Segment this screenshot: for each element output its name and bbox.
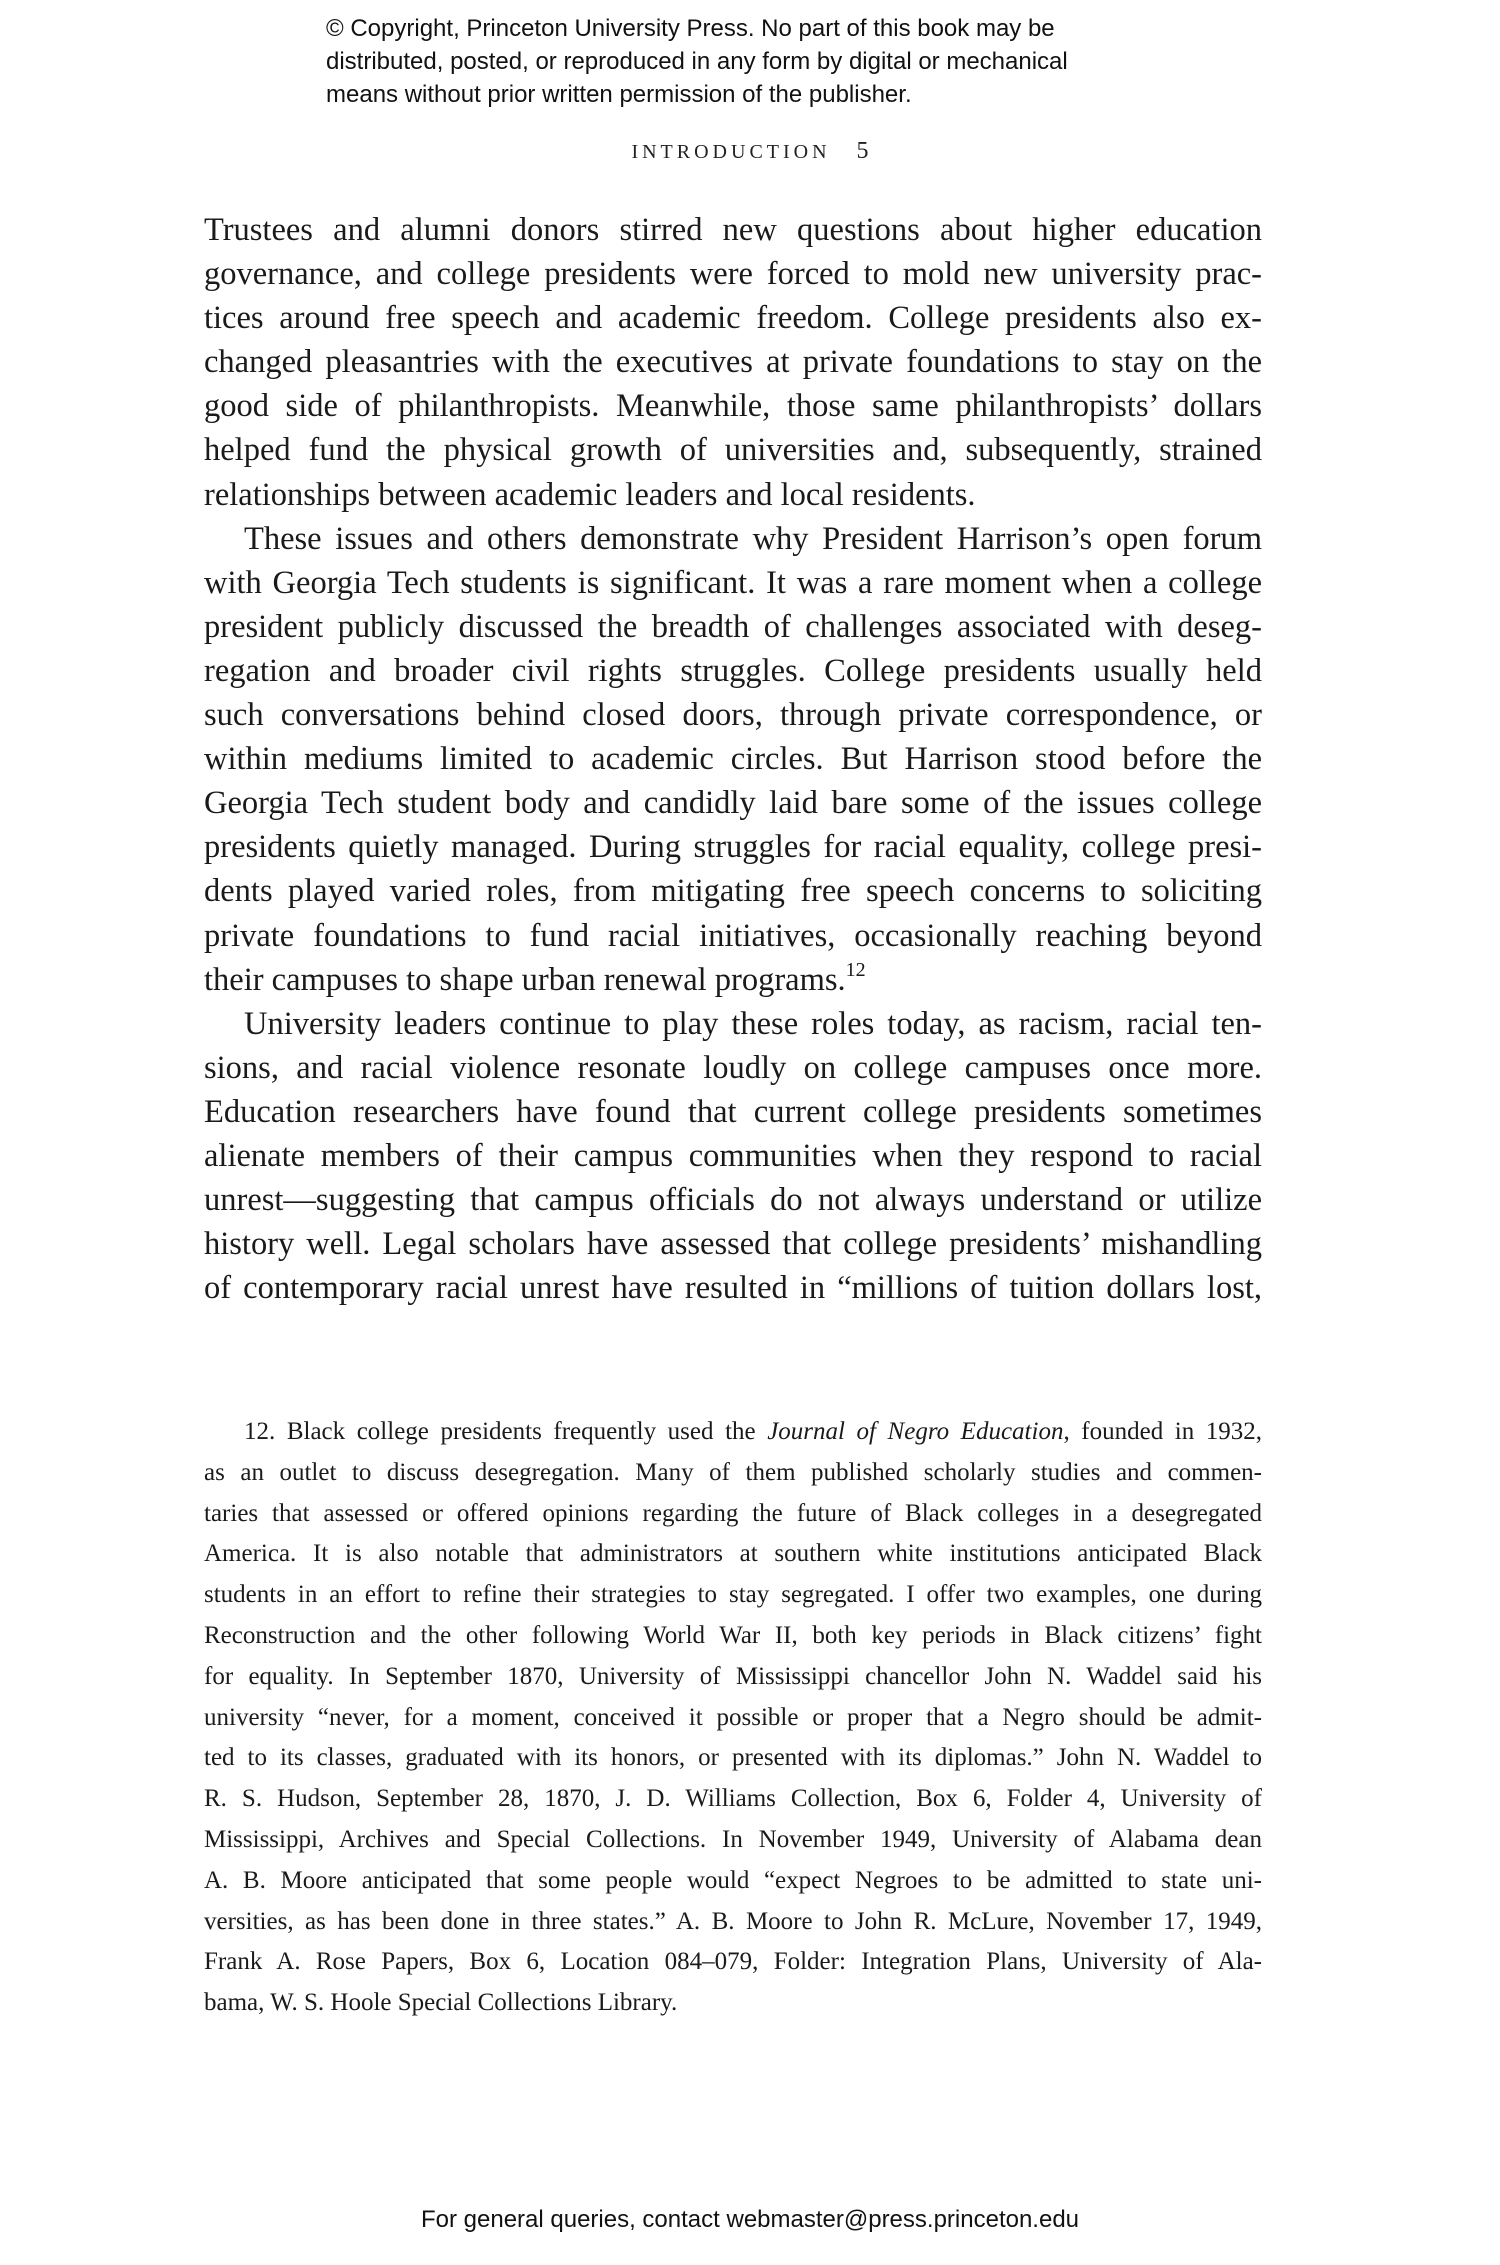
footnote-text: Black college presidents frequently used the bbox=[286, 1418, 756, 1445]
text-line: such conversations behind closed doors, through private correspondence, or bbox=[204, 697, 1262, 734]
paragraph bbox=[204, 517, 1262, 1002]
running-head-section: INTRODUCTION bbox=[631, 141, 831, 163]
footnote bbox=[204, 1412, 1262, 2024]
text-line: helped fund the physical growth of universities and, subsequently, strained bbox=[204, 432, 1262, 469]
footnote-line: Mississippi, Archives and Special Collections. In November 1949, University of Alabama dean bbox=[204, 1825, 1262, 1853]
text-line-content: their campuses to shape urban renewal programs. bbox=[204, 961, 846, 998]
footnote-line: R. S. Hudson, September 28, 1870, J. D. Williams Collection, Box 6, Folder 4, University of bbox=[204, 1785, 1262, 1813]
footnote-line: as an outlet to discuss desegregation. Many of them published scholarly studies and commen- bbox=[204, 1458, 1262, 1486]
running-head bbox=[0, 138, 1500, 165]
text-line: dents played varied roles, from mitigating free speech concerns to soliciting bbox=[204, 873, 1262, 910]
text-line: regation and broader civil rights struggles. College presidents usually held bbox=[204, 652, 1262, 689]
text-line: good side of philanthropists. Meanwhile, those same philanthropists’ dollars bbox=[204, 388, 1262, 425]
footnote-line: ted to its classes, graduated with its honors, or presented with its diplomas.” John N. Waddel to bbox=[204, 1744, 1262, 1772]
footnote-line: A. B. Moore anticipated that some people would “expect Negroes to be admitted to state uni- bbox=[204, 1866, 1262, 1894]
text-line: tices around free speech and academic freedom. College presidents also ex- bbox=[204, 300, 1262, 337]
footnote-text: , founded in 1932, bbox=[1063, 1418, 1263, 1445]
text-line: Georgia Tech student body and candidly laid bare some of the issues college bbox=[204, 785, 1262, 822]
text-line: history well. Legal scholars have assessed that college presidents’ mishandling bbox=[204, 1226, 1262, 1263]
text-line: presidents quietly managed. During struggles for racial equality, college presi- bbox=[204, 829, 1262, 866]
copyright-line: means without prior written permission of the publisher. bbox=[326, 81, 912, 108]
text-line: within mediums limited to academic circles. But Harrison stood before the bbox=[204, 741, 1262, 778]
footnote-line: students in an effort to refine their strategies to stay segregated. I offer two examples, one during bbox=[204, 1581, 1262, 1609]
copyright-notice bbox=[326, 12, 1226, 111]
text-line: alienate members of their campus communities when they respond to racial bbox=[204, 1137, 1262, 1174]
paragraph bbox=[204, 1002, 1262, 1311]
text-line: University leaders continue to play these roles today, as racism, racial ten- bbox=[244, 1005, 1262, 1042]
text-line: unrest—suggesting that campus officials do not always understand or utilize bbox=[204, 1182, 1262, 1219]
journal-title: Journal of Negro Education bbox=[767, 1418, 1064, 1445]
text-line: Trustees and alumni donors stirred new questions about higher education bbox=[204, 212, 1262, 248]
text-line: These issues and others demonstrate why President Harrison’s open forum bbox=[244, 520, 1262, 557]
text-line: with Georgia Tech students is significant. It was a rare moment when a college bbox=[204, 564, 1262, 601]
text-line: president publicly discussed the breadth of challenges associated with deseg- bbox=[204, 608, 1262, 645]
copyright-line: distributed, posted, or reproduced in any form by digital or mechanical bbox=[326, 48, 1068, 75]
paragraph bbox=[204, 208, 1262, 517]
footnote-line: versities, as has been done in three states.” A. B. Moore to John R. McLure, November 17, 1949, bbox=[204, 1907, 1262, 1935]
footnote-line: bama, W. S. Hoole Special Collections Library. bbox=[204, 1989, 678, 2017]
footnote-reference[interactable]: 12 bbox=[845, 958, 866, 981]
footnote-line: Frank A. Rose Papers, Box 6, Location 084–079, Folder: Integration Plans, University of Ala- bbox=[204, 1948, 1262, 1976]
footnote-number: 12. bbox=[244, 1418, 276, 1445]
footnote-line: America. It is also notable that administrators at southern white institutions anticipated Black bbox=[204, 1540, 1262, 1568]
text-line: governance, and college presidents were forced to mold new university prac- bbox=[204, 256, 1262, 293]
text-line: sions, and racial violence resonate loudly on college campuses once more. bbox=[204, 1049, 1262, 1086]
footnote-line bbox=[204, 1412, 1262, 1453]
page-number: 5 bbox=[856, 138, 869, 164]
footnote-line: Reconstruction and the other following World War II, both key periods in Black citizens’ fight bbox=[204, 1621, 1262, 1649]
text-line: changed pleasantries with the executives at private foundations to stay on the bbox=[204, 344, 1262, 381]
text-line: of contemporary racial unrest have resulted in “millions of tuition dollars lost, bbox=[204, 1270, 1262, 1307]
footnote-line: for equality. In September 1870, University of Mississippi chancellor John N. Waddel said his bbox=[204, 1662, 1262, 1690]
footnote-line: taries that assessed or offered opinions regarding the future of Black colleges in a desegregated bbox=[204, 1499, 1262, 1527]
footnote-line: university “never, for a moment, conceived it possible or proper that a Negro should be admit- bbox=[204, 1703, 1262, 1731]
footer-contact: For general queries, contact webmaster@press.princeton.edu bbox=[420, 2206, 1080, 2233]
text-line: relationships between academic leaders and local residents. bbox=[204, 476, 976, 513]
text-line bbox=[204, 958, 1262, 1002]
text-line: private foundations to fund racial initiatives, occasionally reaching beyond bbox=[204, 917, 1262, 954]
text-line: Education researchers have found that current college presidents sometimes bbox=[204, 1093, 1262, 1130]
copyright-line: © Copyright, Princeton University Press. No part of this book may be bbox=[326, 15, 1055, 42]
body-text bbox=[204, 208, 1262, 1310]
